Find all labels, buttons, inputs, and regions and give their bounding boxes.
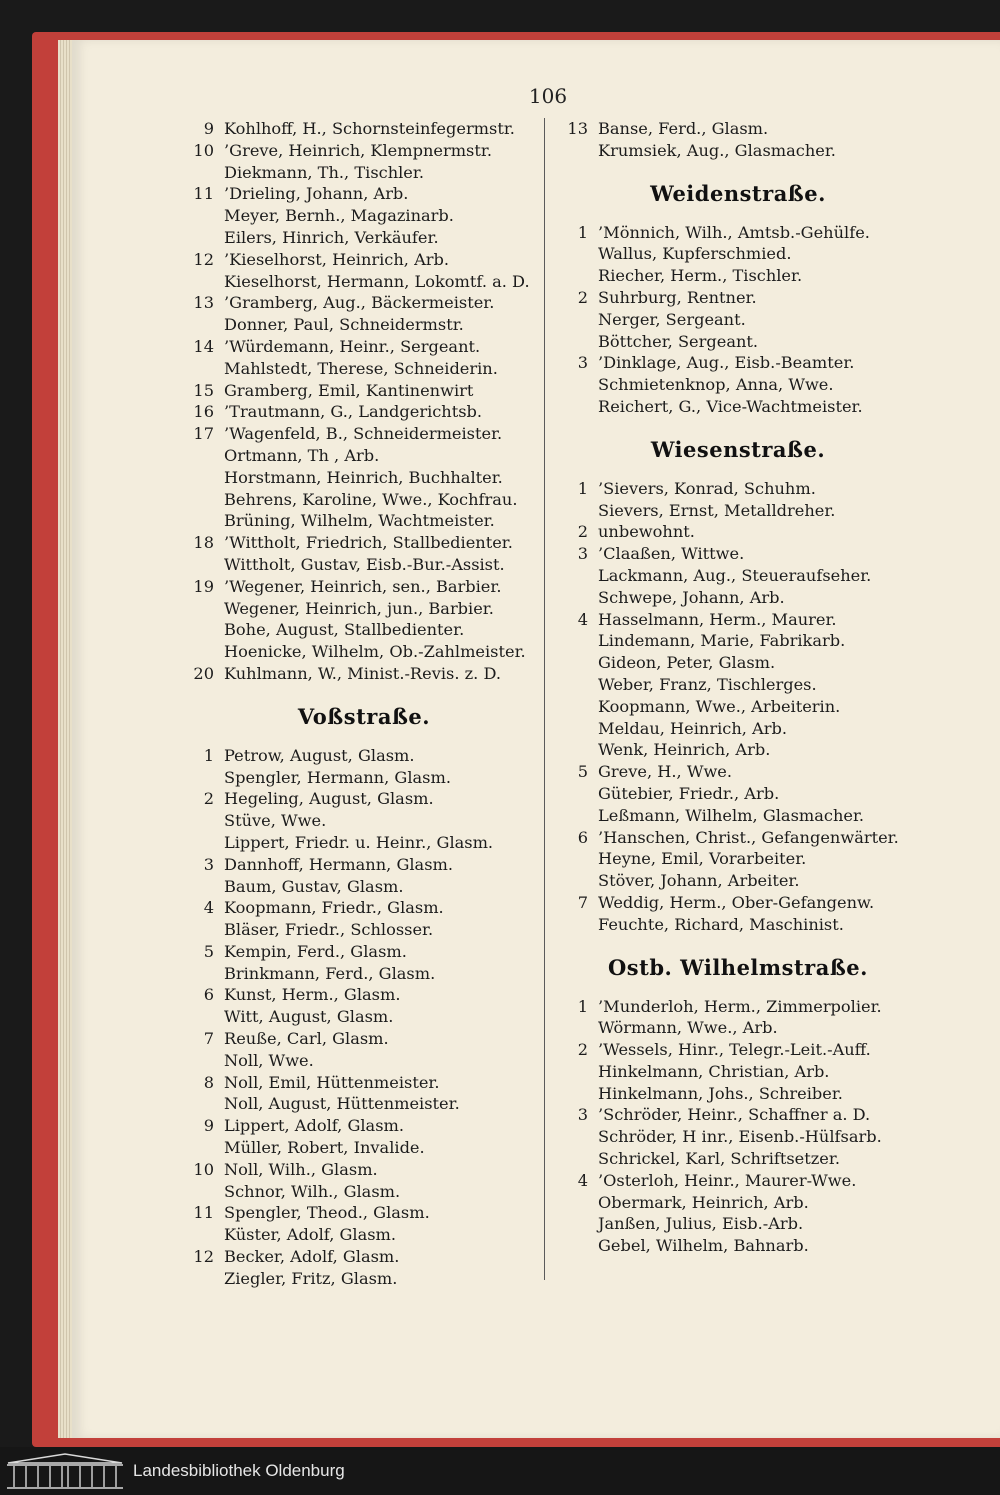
directory-entry — [560, 140, 916, 162]
directory-entry — [560, 696, 916, 718]
directory-entry — [560, 396, 916, 418]
street-heading: Wiesenstraße. — [650, 436, 826, 462]
house-number: 13 — [567, 119, 588, 138]
resident-entry: Schröder, H inr., Eisenb.-Hülfsarb. — [598, 1127, 882, 1147]
house-number: 16 — [193, 402, 214, 422]
resident-entry: Müller, Robert, Invalide. — [224, 1138, 425, 1158]
resident-entry: Küster, Adolf, Glasm. — [224, 1225, 397, 1245]
directory-entry — [186, 314, 542, 336]
directory-entry — [560, 500, 916, 522]
street-heading: Weidenstraße. — [650, 180, 826, 206]
resident-entry: Obermark, Heinrich, Arb. — [598, 1192, 809, 1212]
directory-entry — [186, 532, 542, 554]
directory-entry — [560, 914, 916, 936]
resident-entry: ’Trautmann, G., Landgerichtsb. — [224, 402, 483, 422]
resident-entry: Diekmann, Th., Tischler. — [224, 162, 424, 182]
directory-entry — [560, 783, 916, 805]
house-number: 3 — [577, 544, 588, 564]
house-number: 11 — [193, 1203, 214, 1223]
footer-label: Landesbibliothek Oldenburg — [133, 1461, 345, 1480]
house-number: 7 — [577, 892, 588, 912]
resident-entry: ’Mönnich, Wilh., Amtsb.-Gehülfe. — [598, 222, 870, 242]
directory-entry — [560, 892, 916, 914]
directory-entry — [560, 609, 916, 631]
resident-entry: Sievers, Ernst, Metalldreher. — [598, 500, 836, 520]
directory-entry — [186, 832, 542, 854]
directory-entry — [186, 183, 542, 205]
resident-entry: Dannhoff, Hermann, Glasm. — [224, 854, 454, 874]
directory-entry — [186, 963, 542, 985]
directory-entry — [186, 227, 542, 249]
directory-entry — [560, 1126, 916, 1148]
resident-entry: Ortmann, Th , Arb. — [224, 445, 380, 465]
directory-entry — [560, 674, 916, 696]
directory-entry — [560, 1061, 916, 1083]
house-number: 9 — [203, 1116, 214, 1136]
directory-entry — [186, 1246, 542, 1268]
resident-entry: Hinkelmann, Christian, Arb. — [598, 1061, 830, 1081]
resident-entry: Brinkmann, Ferd., Glasm. — [224, 963, 436, 983]
directory-entry — [560, 1192, 916, 1214]
directory-entry — [560, 630, 916, 652]
resident-entry: Heyne, Emil, Vorarbeiter. — [598, 849, 807, 869]
house-number: 13 — [193, 293, 214, 313]
resident-entry: Brüning, Wilhelm, Wachtmeister. — [224, 511, 495, 531]
directory-entry — [560, 652, 916, 674]
directory-entry — [560, 331, 916, 353]
house-number: 1 — [577, 478, 588, 498]
house-number: 11 — [193, 184, 214, 204]
house-number: 10 — [193, 140, 214, 160]
resident-entry: Noll, Wilh., Glasm. — [224, 1159, 378, 1179]
resident-entry: Riecher, Herm., Tischler. — [598, 266, 803, 286]
page-number: 106 — [528, 84, 568, 108]
directory-entry — [186, 1137, 542, 1159]
house-number: 5 — [203, 941, 214, 961]
resident-entry: Lippert, Friedr. u. Heinr., Glasm. — [224, 832, 494, 852]
resident-entry: Janßen, Julius, Eisb.-Arb. — [598, 1214, 804, 1234]
resident-entry: ’Hanschen, Christ., Gefangenwärter. — [598, 827, 899, 847]
house-number: 15 — [193, 380, 214, 400]
directory-entry — [186, 619, 542, 641]
street-heading: Ostb. Wilhelmstraße. — [608, 954, 868, 980]
resident-entry: Feuchte, Richard, Maschinist. — [598, 914, 844, 934]
resident-entry: Schwepe, Johann, Arb. — [598, 587, 785, 607]
directory-entry — [186, 401, 542, 423]
directory-entry — [186, 1202, 542, 1224]
resident-entry: Leßmann, Wilhelm, Glasmacher. — [598, 805, 865, 825]
house-number: 2 — [203, 789, 214, 809]
directory-entry — [560, 352, 916, 374]
resident-entry: Donner, Paul, Schneidermstr. — [224, 315, 464, 335]
directory-entry — [560, 1235, 916, 1257]
house-number: 17 — [193, 424, 214, 444]
directory-entry — [560, 761, 916, 783]
directory-entry — [186, 598, 542, 620]
directory-entry — [560, 718, 916, 740]
resident-entry: Bläser, Friedr., Schlosser. — [224, 920, 434, 940]
resident-entry: ’Würdemann, Heinr., Sergeant. — [224, 336, 481, 356]
directory-entry — [186, 118, 542, 140]
resident-entry: Mahlstedt, Therese, Schneiderin. — [224, 358, 498, 378]
resident-entry: ’Sievers, Konrad, Schuhm. — [598, 478, 816, 498]
directory-entry — [186, 663, 542, 685]
resident-entry: ’Osterloh, Heinr., Maurer-Wwe. — [598, 1170, 857, 1190]
resident-entry: Kempin, Ferd., Glasm. — [224, 941, 407, 961]
street-heading: Voßstraße. — [297, 703, 431, 729]
house-number: 4 — [577, 609, 588, 629]
house-number: 1 — [577, 222, 588, 242]
directory-entry — [186, 271, 542, 293]
house-number: 2 — [577, 287, 588, 307]
directory-entry — [560, 1017, 916, 1039]
directory-entry — [560, 827, 916, 849]
resident-entry: Schmietenknop, Anna, Wwe. — [598, 375, 834, 395]
resident-entry: Greve, H., Wwe. — [598, 762, 733, 782]
resident-entry: unbewohnt. — [598, 522, 695, 542]
directory-entry — [186, 1093, 542, 1115]
directory-entry — [186, 336, 542, 358]
directory-entry — [560, 870, 916, 892]
resident-entry: Eilers, Hinrich, Verkäufer. — [224, 227, 439, 247]
directory-entry — [186, 1050, 542, 1072]
resident-entry: Kuhlmann, W., Minist.-Revis. z. D. — [224, 663, 501, 683]
resident-entry: Becker, Adolf, Glasm. — [224, 1247, 400, 1267]
resident-entry: Banse, Ferd., Glasm. — [598, 119, 769, 138]
resident-entry: ’Gramberg, Aug., Bäckermeister. — [224, 293, 495, 313]
directory-entry — [186, 876, 542, 898]
directory-entry — [186, 489, 542, 511]
house-number: 12 — [193, 249, 214, 269]
directory-entry — [560, 265, 916, 287]
resident-entry: ’Wegener, Heinrich, sen., Barbier. — [224, 576, 502, 596]
resident-entry: Petrow, August, Glasm. — [224, 745, 415, 765]
house-number: 7 — [203, 1029, 214, 1049]
directory-entry — [186, 1181, 542, 1203]
resident-entry: Noll, Emil, Hüttenmeister. — [224, 1072, 440, 1092]
resident-entry: Gideon, Peter, Glasm. — [598, 653, 776, 673]
house-number: 6 — [203, 985, 214, 1005]
resident-entry: ’Drieling, Johann, Arb. — [224, 184, 409, 204]
house-number: 1 — [577, 996, 588, 1016]
resident-entry: Witt, August, Glasm. — [224, 1007, 394, 1027]
directory-entry — [186, 140, 542, 162]
resident-entry: ’Munderloh, Herm., Zimmerpolier. — [598, 996, 882, 1016]
directory-entry — [560, 1170, 916, 1192]
directory-entry — [186, 467, 542, 489]
directory-entry — [560, 1083, 916, 1105]
directory-entry — [560, 309, 916, 331]
library-building-icon — [4, 1451, 126, 1491]
resident-entry: Böttcher, Sergeant. — [598, 331, 759, 351]
directory-entry — [186, 1006, 542, 1028]
directory-entry — [186, 745, 542, 767]
resident-entry: Ziegler, Fritz, Glasm. — [224, 1268, 398, 1288]
column-divider — [544, 118, 545, 1280]
directory-entry — [560, 243, 916, 265]
resident-entry: Hoenicke, Wilhelm, Ob.-Zahlmeister. — [224, 642, 526, 662]
resident-entry: Wallus, Kupferschmied. — [598, 244, 792, 264]
house-number: 19 — [193, 576, 214, 596]
resident-entry: Bohe, August, Stallbedienter. — [224, 620, 465, 640]
resident-entry: Wenk, Heinrich, Arb. — [598, 740, 771, 760]
house-number: 3 — [577, 1105, 588, 1125]
directory-entry — [560, 565, 916, 587]
directory-entry — [560, 222, 916, 244]
resident-entry: Baum, Gustav, Glasm. — [224, 876, 404, 896]
directory-entry — [560, 996, 916, 1018]
directory-entry — [186, 854, 542, 876]
resident-entry: Gütebier, Friedr., Arb. — [598, 783, 780, 803]
resident-entry: Schrickel, Karl, Schriftsetzer. — [598, 1149, 840, 1169]
house-number: 8 — [203, 1072, 214, 1092]
resident-entry: ’Greve, Heinrich, Klempnermstr. — [224, 140, 492, 160]
directory-entry — [186, 897, 542, 919]
directory-entry — [186, 576, 542, 598]
directory-entry — [186, 1072, 542, 1094]
house-number: 10 — [193, 1159, 214, 1179]
directory-entry — [560, 478, 916, 500]
resident-entry: Suhrburg, Rentner. — [598, 287, 757, 307]
resident-entry: Weddig, Herm., Ober-Gefangenw. — [598, 892, 875, 912]
directory-entry — [186, 445, 542, 467]
resident-entry: Spengler, Hermann, Glasm. — [224, 767, 451, 787]
directory-entry — [560, 805, 916, 827]
house-number: 4 — [203, 898, 214, 918]
resident-entry: Meyer, Bernh., Magazinarb. — [224, 206, 454, 226]
directory-entry — [560, 521, 916, 543]
house-number: 18 — [193, 533, 214, 553]
directory-entry — [186, 1115, 542, 1137]
resident-entry: Behrens, Karoline, Wwe., Kochfrau. — [224, 489, 518, 509]
resident-entry: ’Dinklage, Aug., Eisb.-Beamter. — [598, 353, 855, 373]
resident-entry: Kunst, Herm., Glasm. — [224, 985, 401, 1005]
directory-entry — [186, 919, 542, 941]
resident-entry: Hinkelmann, Johs., Schreiber. — [598, 1083, 843, 1103]
resident-entry: Stöver, Johann, Arbeiter. — [598, 871, 800, 891]
resident-entry: Lindemann, Marie, Fabrikarb. — [598, 631, 846, 651]
directory-entry — [186, 1028, 542, 1050]
resident-entry: Lackmann, Aug., Steueraufseher. — [598, 565, 872, 585]
directory-entry — [186, 510, 542, 532]
resident-entry: Lippert, Adolf, Glasm. — [224, 1116, 405, 1136]
resident-entry: Gebel, Wilhelm, Bahnarb. — [598, 1236, 809, 1256]
resident-entry: Kohlhoff, H., Schornsteinfegermstr. — [224, 119, 515, 138]
resident-entry: Wörmann, Wwe., Arb. — [598, 1018, 778, 1038]
footer-bar — [0, 1447, 1000, 1495]
directory-entry — [560, 1213, 916, 1235]
right-column — [560, 118, 916, 1257]
house-number: 5 — [577, 762, 588, 782]
directory-entry — [560, 587, 916, 609]
directory-entry — [560, 739, 916, 761]
resident-entry: ’Wittholt, Friedrich, Stallbedienter. — [224, 533, 513, 553]
directory-entry — [186, 292, 542, 314]
resident-entry: Hegeling, August, Glasm. — [224, 789, 434, 809]
house-number: 1 — [203, 745, 214, 765]
directory-entry — [186, 941, 542, 963]
house-number: 2 — [577, 1040, 588, 1060]
directory-entry — [186, 810, 542, 832]
house-number: 14 — [193, 336, 214, 356]
resident-entry: Krumsiek, Aug., Glasmacher. — [598, 140, 836, 160]
resident-entry: Gramberg, Emil, Kantinenwirt — [224, 380, 474, 400]
resident-entry: Reuße, Carl, Glasm. — [224, 1029, 389, 1049]
house-number: 4 — [577, 1170, 588, 1190]
directory-entry — [560, 374, 916, 396]
directory-entry — [560, 1148, 916, 1170]
directory-entry — [186, 1159, 542, 1181]
directory-entry — [186, 1268, 542, 1290]
directory-entry — [186, 205, 542, 227]
resident-entry: Schnor, Wilh., Glasm. — [224, 1181, 401, 1201]
left-column — [186, 118, 542, 1290]
resident-entry: ’Wessels, Hinr., Telegr.-Leit.-Auff. — [598, 1040, 871, 1060]
directory-entry — [560, 118, 916, 140]
directory-entry — [186, 423, 542, 445]
directory-entry — [186, 641, 542, 663]
resident-entry: Noll, August, Hüttenmeister. — [224, 1094, 460, 1114]
directory-entry — [186, 788, 542, 810]
house-number: 3 — [577, 353, 588, 373]
directory-entry — [186, 380, 542, 402]
house-number: 20 — [193, 663, 214, 683]
resident-entry: Koopmann, Wwe., Arbeiterin. — [598, 696, 841, 716]
resident-entry: ’Schröder, Heinr., Schaffner a. D. — [598, 1105, 871, 1125]
house-number: 12 — [193, 1247, 214, 1267]
directory-entry — [186, 162, 542, 184]
resident-entry: ’Kieselhorst, Heinrich, Arb. — [224, 249, 450, 269]
resident-entry: Wittholt, Gustav, Eisb.-Bur.-Assist. — [224, 554, 505, 574]
house-number: 9 — [203, 119, 214, 138]
resident-entry: Hasselmann, Herm., Maurer. — [598, 609, 837, 629]
resident-entry: Wegener, Heinrich, jun., Barbier. — [224, 598, 494, 618]
directory-entry — [186, 767, 542, 789]
resident-entry: Meldau, Heinrich, Arb. — [598, 718, 787, 738]
resident-entry: Stüve, Wwe. — [224, 811, 327, 831]
house-number: 2 — [577, 522, 588, 542]
directory-entry — [560, 848, 916, 870]
house-number: 6 — [577, 827, 588, 847]
directory-entry — [560, 1039, 916, 1061]
resident-entry: Kieselhorst, Hermann, Lokomtf. a. D. — [224, 271, 530, 291]
directory-entry — [560, 287, 916, 309]
resident-entry: Weber, Franz, Tischlerges. — [598, 674, 817, 694]
directory-entry — [186, 554, 542, 576]
directory-entry — [186, 249, 542, 271]
resident-entry: Noll, Wwe. — [224, 1050, 314, 1070]
resident-entry: ’Claaßen, Wittwe. — [598, 544, 745, 564]
resident-entry: Horstmann, Heinrich, Buchhalter. — [224, 467, 503, 487]
resident-entry: Spengler, Theod., Glasm. — [224, 1203, 430, 1223]
resident-entry: Nerger, Sergeant. — [598, 309, 746, 329]
resident-entry: Reichert, G., Vice-Wachtmeister. — [598, 396, 863, 416]
resident-entry: ’Wagenfeld, B., Schneidermeister. — [224, 424, 503, 444]
house-number: 3 — [203, 854, 214, 874]
resident-entry: Koopmann, Friedr., Glasm. — [224, 898, 444, 918]
directory-entry — [186, 984, 542, 1006]
directory-entry — [186, 1224, 542, 1246]
directory-entry — [560, 543, 916, 565]
directory-entry — [186, 358, 542, 380]
directory-entry — [560, 1104, 916, 1126]
